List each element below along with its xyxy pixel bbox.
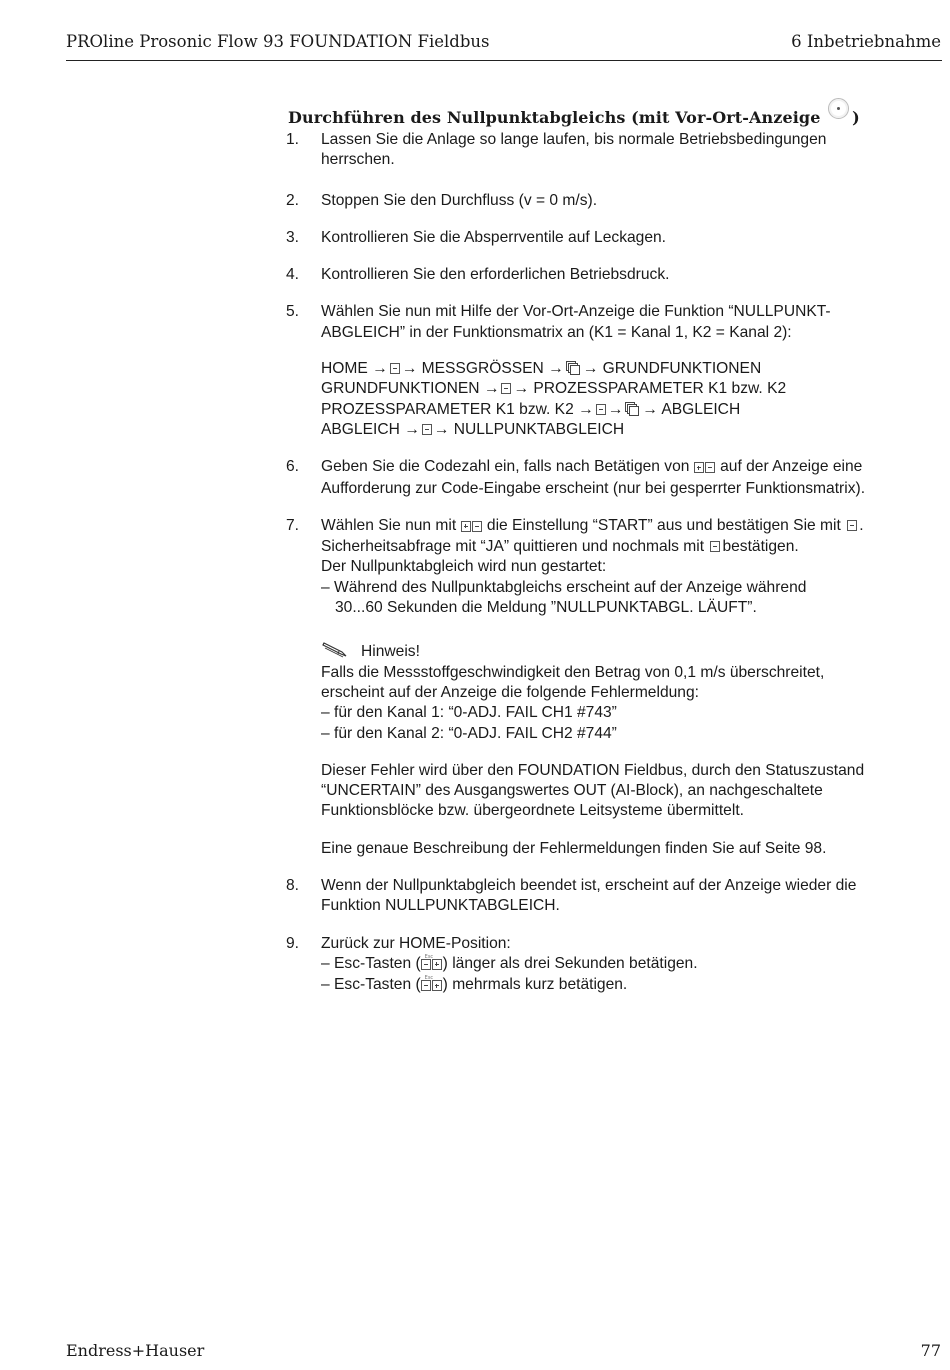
step-number: 5. (286, 303, 300, 321)
text-run: ) mehrmals kurz betätigen. (442, 976, 628, 994)
step-text (321, 954, 926, 975)
footer-brand: Endress+Hauser (66, 1341, 205, 1360)
step-number: 2. (286, 191, 300, 209)
step-number: 7. (286, 516, 300, 534)
step-number: 4. (286, 266, 300, 284)
list-item (286, 191, 926, 211)
e-key-icon (390, 363, 400, 374)
list-item (286, 228, 926, 248)
e-key-icon (422, 424, 432, 435)
note-text: erscheint auf der Anzeige die folgende Fehlermeldung: (321, 683, 699, 701)
list-item (286, 516, 926, 859)
step-text: 30...60 Sekunden die Meldung ”NULLPUNKTABGL. LÄUFT”. (335, 599, 757, 617)
text-run: – Esc-Tasten ( (321, 954, 421, 972)
path-text: → GRUNDFUNKTIONEN (582, 360, 762, 378)
step-list (286, 130, 926, 1014)
step-text: herrschen. (321, 151, 395, 169)
header-title: PROline Prosonic Flow 93 FOUNDATION Fieldbus (66, 32, 490, 51)
step-text (321, 457, 926, 478)
step-text: Kontrollieren Sie den erforderlichen Betriebsdruck. (321, 266, 670, 284)
pencil-note-icon (321, 642, 349, 658)
step-text: Kontrollieren Sie die Absperrventile auf Leckagen. (321, 228, 667, 246)
path-text: ABGLEICH → (321, 420, 420, 438)
header-rule (66, 60, 942, 61)
step-text: Wenn der Nullpunktabgleich beendet ist, erscheint auf der Anzeige wieder die (321, 877, 857, 895)
step-number: 6. (286, 458, 300, 476)
text-run: Geben Sie die Codezahl ein, falls nach Betätigen von (321, 458, 690, 476)
header-chapter: 6 Inbetriebnahme (791, 32, 941, 51)
function-group-scroll-icon (625, 402, 640, 417)
e-key-icon (847, 520, 857, 531)
note-heading (321, 642, 926, 662)
note-title: Hinweis! (361, 643, 420, 661)
menu-path-line (321, 400, 926, 420)
text-run: ) länger als drei Sekunden betätigen. (442, 954, 698, 972)
path-text: → PROZESSPARAMETER K1 bzw. K2 (513, 380, 787, 398)
step-number: 1. (286, 131, 300, 148)
step-number: 9. (286, 934, 300, 952)
list-item (286, 457, 926, 499)
note-text: – für den Kanal 2: “0-ADJ. FAIL CH2 #744” (321, 724, 617, 742)
step-text: Lassen Sie die Anlage so lange laufen, bis normale Betriebsbedingungen (321, 131, 827, 148)
esc-keys-icon (421, 976, 443, 996)
plus-minus-keys-icon (461, 517, 483, 537)
page-number: 77 (920, 1341, 941, 1360)
step-text: Stoppen Sie den Durchfluss (v = 0 m/s). (321, 191, 598, 209)
step-text: Zurück zur HOME-Position: (321, 934, 511, 952)
step-text: ABGLEICH” in der Funktionsmatrix an (K1 = Kanal 1, K2 = Kanal 2): (321, 323, 792, 341)
note-text: – für den Kanal 1: “0-ADJ. FAIL CH1 #743” (321, 704, 617, 722)
text-run: . (859, 516, 864, 534)
note-text: “UNCERTAIN” des Ausgangswertes OUT (AI-Block), an nachgeschaltete (321, 782, 823, 800)
note-text: Dieser Fehler wird über den FOUNDATION Fieldbus, durch den Statuszustand (321, 761, 865, 779)
note-paragraph (321, 761, 926, 822)
step-text (321, 516, 926, 537)
path-text: HOME → (321, 360, 388, 378)
plus-minus-keys-icon (694, 458, 716, 478)
menu-path-line (321, 379, 926, 399)
note-block (321, 642, 926, 859)
e-key-icon (501, 383, 511, 394)
section-title-close: ) (852, 108, 860, 127)
menu-path-line (321, 420, 926, 440)
note-text: Falls die Messstoffgeschwindigkeit den Betrag von 0,1 m/s überschreitet, (321, 663, 825, 681)
section-title (288, 98, 860, 127)
list-item (286, 265, 926, 285)
note-text: Funktionsblöcke bzw. übergeordnete Leitsysteme übermittelt. (321, 802, 744, 820)
function-group-scroll-icon (566, 361, 581, 376)
e-key-icon (710, 541, 720, 552)
note-text: Eine genaue Beschreibung der Fehlermeldungen finden Sie auf Seite 98. (321, 839, 827, 857)
step-text: Der Nullpunktabgleich wird nun gestartet: (321, 558, 607, 576)
e-key-icon (596, 404, 606, 415)
path-text: → NULLPUNKTABGLEICH (433, 420, 625, 438)
text-run: – Esc-Tasten ( (321, 976, 421, 994)
text-run: die Einstellung “START” aus und bestätigen Sie mit (486, 516, 841, 534)
step-text (321, 537, 926, 557)
menu-path-line (321, 359, 926, 379)
list-item (286, 934, 926, 997)
list-item (286, 130, 926, 171)
step-number: 8. (286, 877, 300, 895)
step-text: Aufforderung zur Code-Eingabe erscheint (nur bei gesperrter Funktionsmatrix). (321, 479, 866, 497)
step-number: 3. (286, 228, 300, 246)
text-run: bestätigen. (722, 538, 799, 556)
step-text (321, 975, 926, 996)
path-text: → ABGLEICH (642, 400, 741, 418)
step-text: Funktion NULLPUNKTABGLEICH. (321, 897, 560, 915)
list-item (286, 302, 926, 440)
path-text: → (607, 400, 624, 418)
step-text: – Während des Nullpunktabgleichs erscheint auf der Anzeige während (321, 578, 807, 596)
path-text: PROZESSPARAMETER K1 bzw. K2 → (321, 400, 594, 418)
path-text: → MESSGRÖSSEN → (401, 360, 564, 378)
list-item (286, 876, 926, 917)
local-display-icon (828, 98, 849, 119)
menu-path (321, 359, 926, 440)
text-run: Sicherheitsabfrage mit “JA” quittieren und nochmals mit (321, 538, 705, 556)
section-title-text: Durchführen des Nullpunktabgleichs (mit Vor-Ort-Anzeige (288, 108, 821, 127)
text-run: auf der Anzeige eine (720, 458, 863, 476)
step-text: Wählen Sie nun mit Hilfe der Vor-Ort-Anzeige die Funktion “NULLPUNKT- (321, 303, 831, 321)
text-run: Wählen Sie nun mit (321, 516, 457, 534)
path-text: GRUNDFUNKTIONEN → (321, 380, 500, 398)
